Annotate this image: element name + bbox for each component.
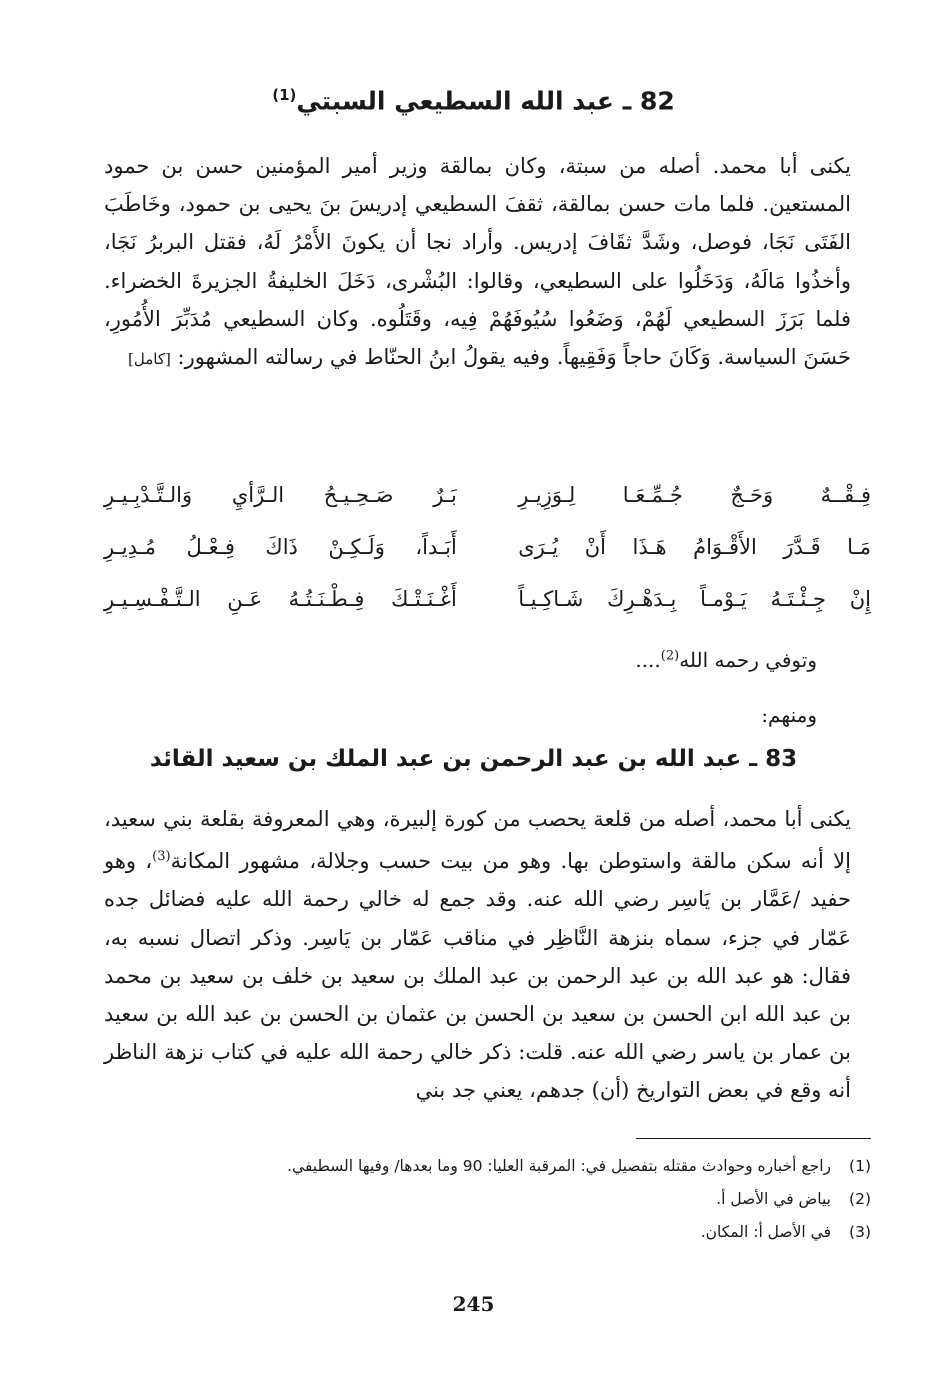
meter-label: [كامل] — [128, 350, 171, 369]
footnote-text: راجع أخباره وحوادث مقتله بتفصيل في: المرقبة العليا: 90 وما بعدها/ وفيها السطيفي. — [287, 1157, 831, 1175]
entry-83-paragraph — [104, 800, 851, 1110]
entry-83-title: 83 ـ عبد الله بن عبد الرحمن بن عبد الملك بن سعيد القائد — [149, 746, 798, 772]
entry-82-title — [0, 86, 947, 115]
verse-row — [104, 527, 871, 579]
footnote-item — [104, 1150, 871, 1183]
footnote-divider — [636, 1138, 871, 1139]
entry-83-text-part1: يكنى أبا محمد، أصله من قلعة يحصب من كورة إلبيرة، وهي المعروفة بقلعة بني سعيد، إلا أنه سكن مالقة واستوطن بها. وهو من بيت حسب وجلالة، مشهور المكانة — [104, 807, 851, 874]
footnote-item — [104, 1216, 871, 1249]
death-dots: .... — [635, 648, 661, 672]
verse-second-hemistich: أَبَـداً، وَلَـكِـنْ ذَاكَ فِـعْـلُ مُـدِيـرِ — [104, 535, 457, 559]
poem — [104, 475, 871, 631]
death-note: (2) — [660, 648, 680, 664]
verse-second-hemistich: أَغْـنَـتْـكَ فِـطْـنَـتُـهُ عَـنِ الـتَّـفْـسِـيـرِ — [104, 587, 457, 611]
verse-row — [104, 579, 871, 631]
footnote-number: (3) — [849, 1223, 871, 1241]
page-number: 245 — [452, 1292, 495, 1316]
footnote-item — [104, 1183, 871, 1216]
footnote-text: في الأصل أ: المكان. — [700, 1223, 831, 1241]
entry-83-note: (3) — [152, 849, 171, 865]
verse-first-hemistich: فِـقْــهٌ وَحَـجٌ جُـمِّـعَـا لِـوَزِيـرِ — [518, 483, 871, 507]
entry-82-title-note: (1) — [272, 86, 297, 104]
footnotes — [104, 1150, 871, 1249]
verse-second-hemistich: بَـرٌ صَـحِـيـحُ الـرَّأيِ وَالـتَّـدْبِـيـرِ — [104, 483, 457, 507]
transition-line: ومنهم: — [761, 703, 817, 727]
entry-82-text: يكنى أبا محمد. أصله من سبتة، وكان بمالقة وزير أمير المؤمنين حسن بن حمود المستعين. فلما مات حسن بمالقة، ثقفَ السطيعي إدريسَ بنَ يحيى بن حمود، وخَاطَبَ الفَتَى نَجَا، فوصل، وشَدَّ ثقَافَ إدريس. وأراد نجا أن يكونَ الأَمْرُ لَهُ، فقتل البربرُ نَجَا، وأخذُوا مَالَهُ، وَدَخَلُوا على السطيعي، وقالوا: البُشْرى، دَخَلَ الخليفةُ الجزيرةَ الخضراء. فلما بَرَزَ السطيعي لَهُمْ، وَضَعُوا سُيُوفَهُمْ فِيه، وقَتَلُوه. وكان السطيعي مُدَبِّرَ الأُمُورِ، حَسَنَ السياسة. وَكَانَ حاجاً وَفَقِيهاً. وفيه يقولُ ابنُ الحنّاط في رسالته المشهور: — [104, 154, 851, 370]
entry-83-text-part2: ، وهو حفيد /عَمَّار بن يَاسِر رضي الله عنه. وقد جمع له خالي رحمة الله عليه فضائل جده عَمّار في جزء، سماه بنزهة النَّاظِر في مناقب عَمّار بن يَاسِر. وذكر اتصال نسبه به، فقال: هو عبد الله بن عبد الرحمن بن عبد الملك بن سعيد بن خلف بن سعيد بن محمد بن عبد الله ابن الحسن بن سعيد بن الحسن بن عثمان بن الحسن بن عبد الله بن سعيد بن عمار بن ياسر رضي الله عنه. قلت: ذكر خالي رحمة الله عليه في كتاب نزهة الناظر أنه وقع في بعض التواريخ (أن) جدهم، يعني جد بني — [104, 849, 851, 1103]
death-text: وتوفي رحمه الله — [679, 648, 817, 672]
verse-first-hemistich: إِنْ جِـئْـتَـهُ يَـوْمـاً بِـدَهْـرِكَ شَـاكِـيـاً — [518, 587, 871, 611]
entry-82-paragraph — [104, 147, 851, 378]
footnote-text: بياض في الأصل أ. — [716, 1190, 831, 1208]
verse-first-hemistich: مَـا قَـدَّرَ الأَقْـوَامُ هَـذَا أَنْ يُـرَى — [518, 535, 871, 559]
footnote-number: (1) — [849, 1157, 871, 1175]
verse-row — [104, 475, 871, 527]
death-line — [635, 648, 817, 672]
entry-82-title-text: 82 ـ عبد الله السطيعي السبتي — [296, 86, 675, 116]
footnote-number: (2) — [849, 1190, 871, 1208]
